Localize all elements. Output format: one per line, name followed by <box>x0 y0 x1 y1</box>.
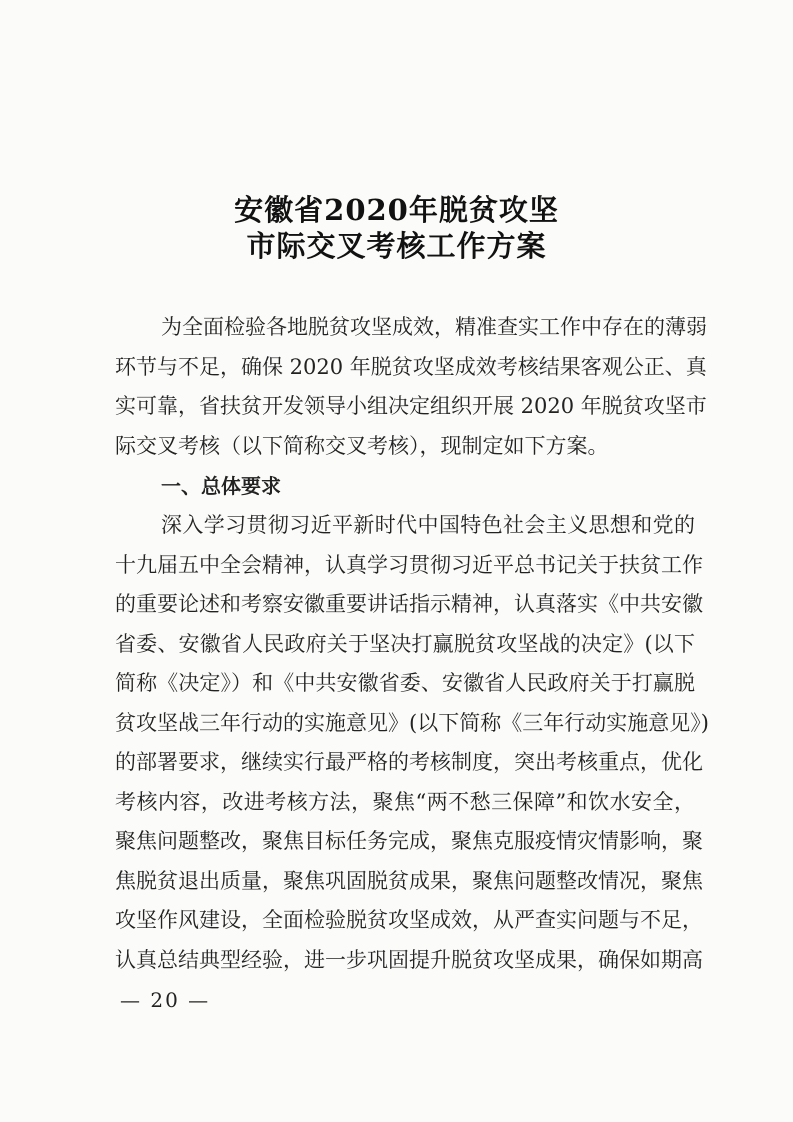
section-heading: 一、总体要求 <box>161 474 281 498</box>
paragraph-line: 攻坚作风建设，全面检验脱贫攻坚成效，从严查实问题与不足， <box>115 908 703 932</box>
paragraph-line: 省委、安徽省人民政府关于坚决打赢脱贫攻坚战的决定》(以下 <box>115 631 695 656</box>
paragraph-line: 焦脱贫退出质量，聚焦巩固脱贫成果，聚焦问题整改情况，聚焦 <box>115 868 703 893</box>
requirements-paragraph <box>115 506 709 980</box>
paragraph-line: 的部署要求，继续实行最严格的考核制度，突出考核重点，优化 <box>115 750 703 774</box>
page-number: — 20 — <box>120 988 211 1012</box>
paragraph-line: 简称《决定》）和《中共安徽省委、安徽省人民政府关于打赢脱 <box>115 671 695 695</box>
paragraph-line: 深入学习贯彻习近平新时代中国特色社会主义思想和党的 <box>161 513 695 537</box>
intro-paragraph <box>115 308 707 466</box>
document-title-line-2: 市际交叉考核工作方案 <box>246 229 547 263</box>
paragraph-line: 环节与不足，确保 2020 年脱贫攻坚成效考核结果客观公正、真 <box>115 354 707 379</box>
paragraph-line: 聚焦问题整改，聚焦目标任务完成，聚焦克服疫情灾情影响，聚 <box>115 829 703 853</box>
paragraph-line: 的重要论述和考察安徽重要讲话指示精神，认真落实《中共安徽 <box>115 592 703 616</box>
paragraph-line: 考核内容，改进考核方法，聚焦“两不愁三保障”和饮水安全， <box>115 789 695 814</box>
paragraph-line: 贫攻坚战三年行动的实施意见》(以下简称《三年行动实施意见》) <box>115 710 709 735</box>
document-title-line-1: 安徽省2020年脱贫攻坚 <box>234 193 559 227</box>
paragraph-line: 认真总结典型经验，进一步巩固提升脱贫攻坚成果，确保如期高 <box>115 947 703 972</box>
paragraph-line: 际交叉考核（以下简称交叉考核），现制定如下方案。 <box>115 433 609 458</box>
paragraph-line: 为全面检验各地脱贫攻坚成效，精准查实工作中存在的薄弱 <box>161 315 707 339</box>
document-body <box>115 308 709 980</box>
paragraph-line: 实可靠，省扶贫开发领导小组决定组织开展 2020 年脱贫攻坚市 <box>115 394 707 418</box>
paragraph-line: 十九届五中全会精神，认真学习贯彻习近平总书记关于扶贫工作 <box>115 552 703 577</box>
